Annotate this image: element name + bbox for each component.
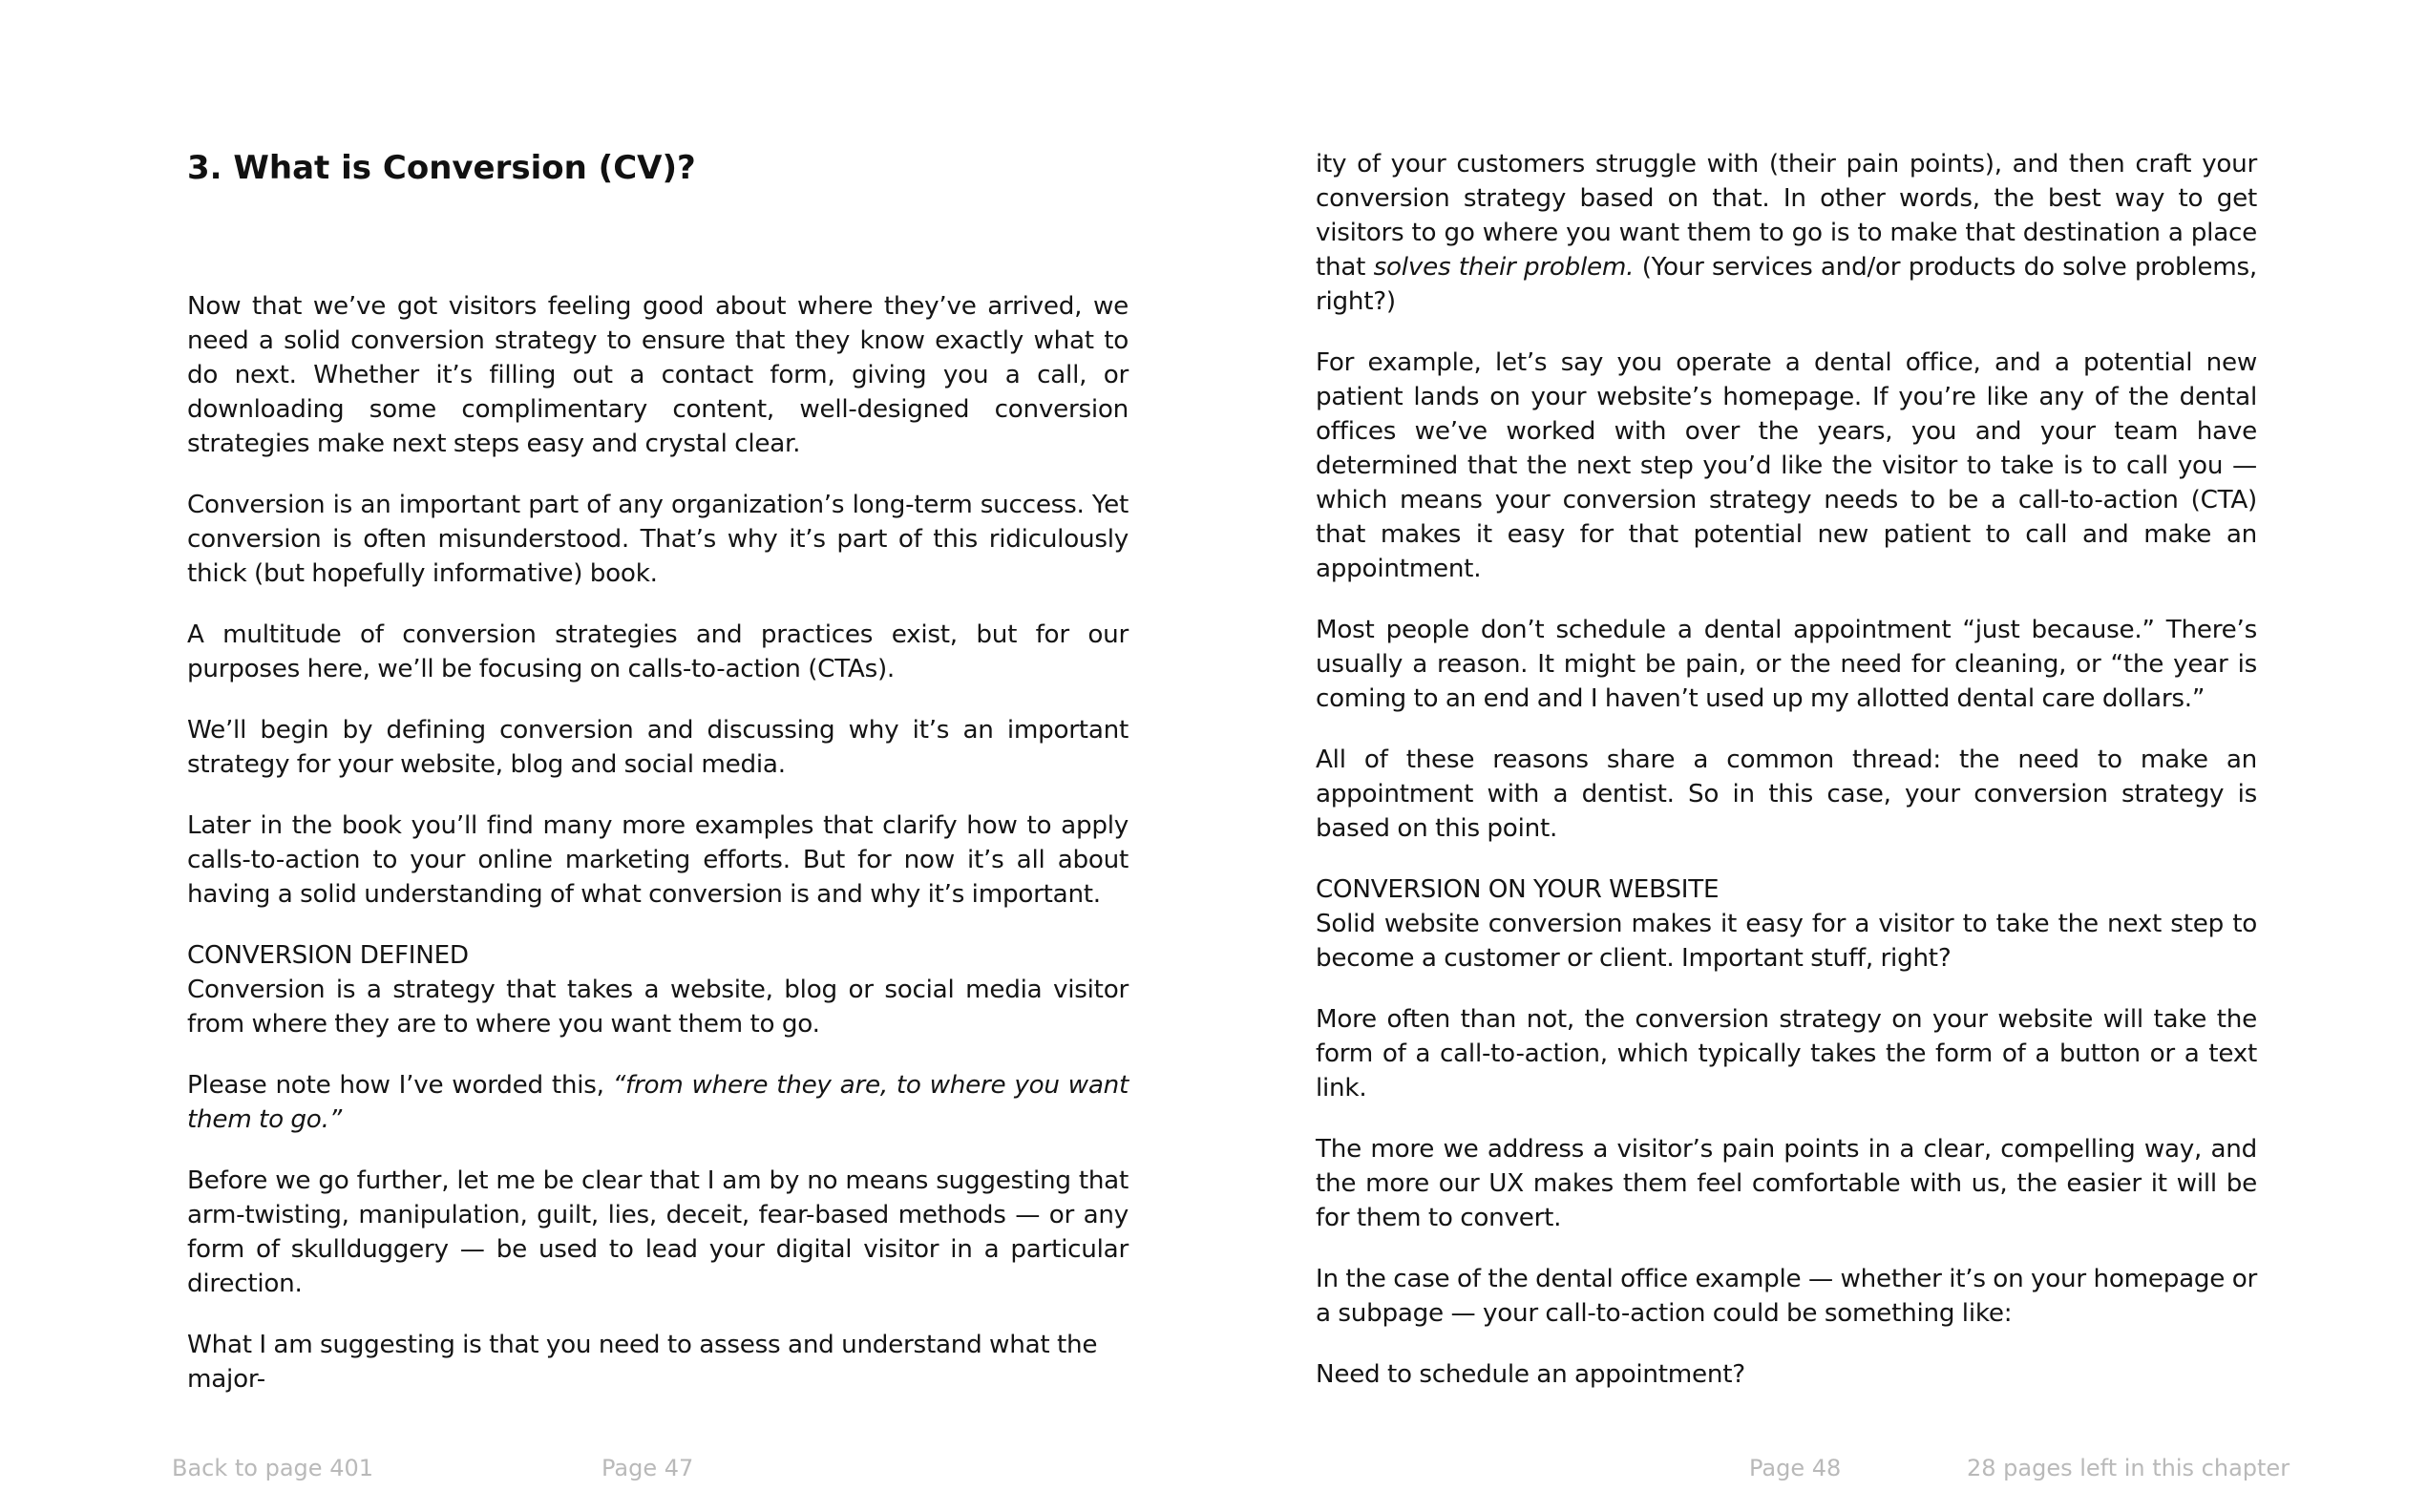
left-page-number: Page 47 <box>601 1455 694 1481</box>
section-heading: CONVERSION ON YOUR WEBSITE <box>1316 875 1720 904</box>
quote-text: “from where they are, to where you want them to go.” <box>187 1071 1129 1134</box>
chapter-title: 3. What is Conversion (CV)? <box>187 149 696 187</box>
paragraph-text: Conversion is a strategy that takes a website, blog or social media visitor from where they are to where you want them to go. <box>187 976 1129 1039</box>
pages-left-indicator: 28 pages left in this chapter <box>1967 1455 2290 1481</box>
back-to-page-link[interactable]: Back to page 401 <box>172 1455 373 1481</box>
paragraph: We’ll begin by defining conversion and discussing why it’s an important strategy for your website, blog and social media. <box>187 716 1129 779</box>
paragraph: A multitude of conversion strategies and practices exist, but for our purposes here, we’ll be focusing on calls-to-action (CTAs). <box>187 620 1129 683</box>
paragraph: What I am suggesting is that you need to assess and understand what the major- <box>187 1331 1098 1394</box>
paragraph <box>187 1068 1129 1137</box>
paragraph: Conversion is an important part of any organization’s long-term success. Yet conversion is often misunderstood. That’s why it’s part of this ridiculously thick (but hopefully informative) book. <box>187 491 1129 588</box>
paragraph: Later in the book you’ll find many more examples that clarify how to apply calls-to-action to your online marketing efforts. But for now it’s all about having a solid understanding of what conversion is and why it’s important. <box>187 811 1129 909</box>
paragraph: Most people don’t schedule a dental appointment “just because.” There’s usually a reason. It might be pain, or the need for cleaning, or “the year is coming to an end and I haven’t used up my allotted dental care dollars.” <box>1316 616 2257 713</box>
paragraph: All of these reasons share a common thread: the need to make an appointment with a dentist. So in this case, your conversion strategy is based on this point. <box>1316 746 2257 843</box>
paragraph: The more we address a visitor’s pain points in a clear, compelling way, and the more our UX makes them feel comfortable with us, the easier it will be for them to convert. <box>1316 1135 2257 1232</box>
left-page-body <box>187 289 1129 1423</box>
section-block <box>1316 872 2257 976</box>
paragraph: For example, let’s say you operate a dental office, and a potential new patient lands on your website’s homepage. If you’re like any of the dental offices we’ve worked with over the years, you and your team have determined that the next step you’d like the visitor to take is to call you — which means your conversion strategy needs to be a call-to-action (CTA) that makes it easy for that potential new patient to call and make an appointment. <box>1316 348 2257 583</box>
paragraph-text: (Your services and/or products do solve problems, right?) <box>1316 253 2257 316</box>
paragraph-text: Please note how I’ve worded this, <box>187 1071 613 1100</box>
paragraph: Before we go further, let me be clear that I am by no means suggesting that arm-twisting, manipulation, guilt, lies, deceit, fear-based methods — or any form of skullduggery — be used to lead your digital visitor in a particular direction. <box>187 1166 1129 1298</box>
right-page-number: Page 48 <box>1749 1455 1842 1481</box>
emphasis-text: solves their problem. <box>1373 253 1635 282</box>
paragraph-text: Solid website conversion makes it easy for a visitor to take the next step to become a customer or client. Important stuff, right? <box>1316 910 2257 973</box>
paragraph: Need to schedule an appointment? <box>1316 1360 1745 1389</box>
section-block <box>187 938 1129 1041</box>
paragraph <box>1316 147 2257 319</box>
paragraph: Now that we’ve got visitors feeling good about where they’ve arrived, we need a solid conversion strategy to ensure that they know exactly what to do next. Whether it’s filling out a contact form, giving you a call, or downloading some complimentary content, well-designed conversion strategies make next steps easy and crystal clear. <box>187 292 1129 458</box>
paragraph: More often than not, the conversion strategy on your website will take the form of a call-to-action, which typically takes the form of a button or a text link. <box>1316 1005 2257 1102</box>
section-heading: CONVERSION DEFINED <box>187 941 469 970</box>
right-page-body <box>1316 147 2257 1418</box>
paragraph-text: ity of your customers struggle with (their pain points), and then craft your conversion strategy based on that. In other words, the best way to get visitors to go where you want them to go is to make that destination a place that <box>1316 150 2257 282</box>
paragraph: In the case of the dental office example — whether it’s on your homepage or a subpage — your call-to-action could be something like: <box>1316 1265 2257 1328</box>
